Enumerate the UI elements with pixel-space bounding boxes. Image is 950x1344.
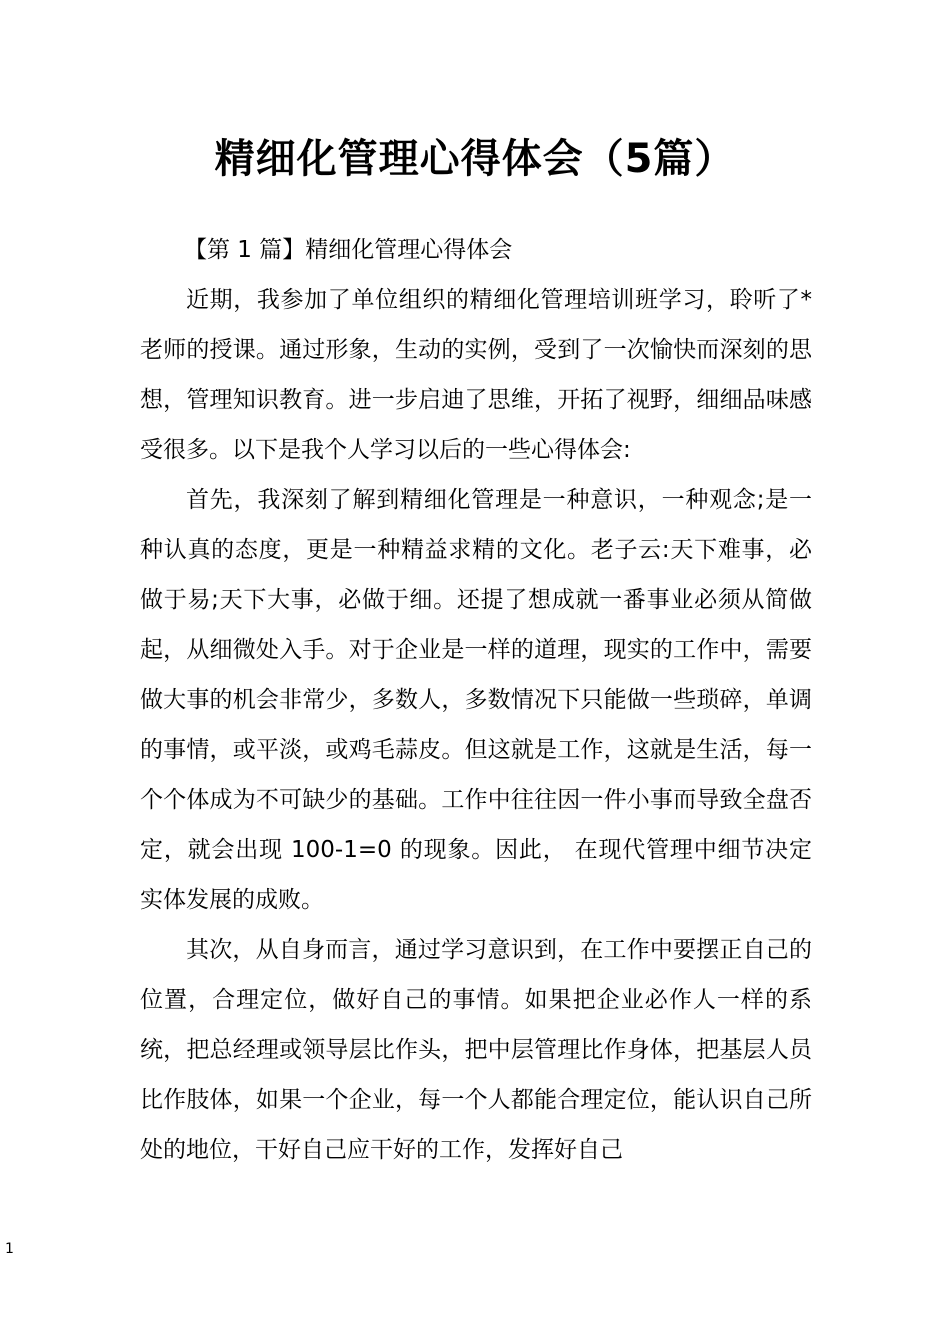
paragraph-1: 近期，我参加了单位组织的精细化管理培训班学习，聆听了*老师的授课。通过形象，生动的实例，受到了一次愉快而深刻的思想，管理知识教育。进一步启迪了思维，开拓了视野，细细品味感受很多。以下是我个人学习以后的一些心得体会: (140, 287, 812, 463)
document-title: 精细化管理心得体会（5篇） (214, 135, 736, 182)
paragraph-2: 首先，我深刻了解到精细化管理是一种意识，一种观念;是一种认真的态度，更是一种精益求精的文化。老子云:天下难事，必做于易;天下大事，必做于细。还提了想成就一番事业必须从简做起，从细微处入手。对于企业是一样的道理，现实的工作中，需要做大事的机会非常少，多数人，多数情况下只能做一些琐碎，单调的事情，或平淡，或鸡毛蒜皮。但这就是工作，这就是生活，每一个个体成为不可缺少的基础。工作中往往因一件小事而导致全盘否定，就会出现 100-1=0 的现象。因此， 在现代管理中细节决定实体发展的成败。 (140, 487, 812, 913)
paragraph-3: 其次，从自身而言，通过学习意识到，在工作中要摆正自己的位置，合理定位，做好自己的事情。如果把企业必作人一样的系统，把总经理或领导层比作头，把中层管理比作身体，把基层人员比作肢体，如果一个企业，每一个人都能合理定位，能认识自己所处的地位，干好自己应干好的工作，发挥好自己 (140, 937, 812, 1163)
section-heading: 【第 1 篇】精细化管理心得体会 (184, 237, 513, 263)
document-body (140, 225, 812, 1175)
page-number: 1 (5, 1241, 14, 1257)
